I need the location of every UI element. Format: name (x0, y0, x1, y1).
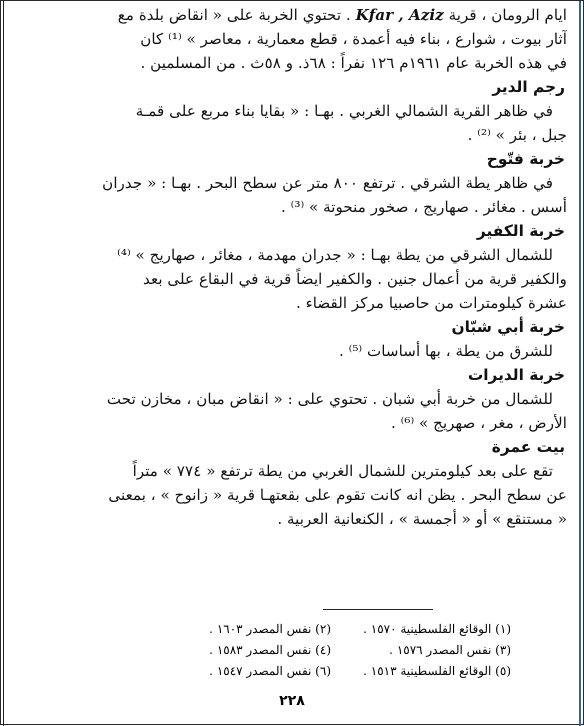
page-left-edge (3, 1, 4, 726)
body-line: عن سطح البحر . يظن انه كانت تقوم على بقعتهـا قرية « زانوح » ، بمعنى (108, 486, 567, 504)
body-line: الأرض ، مغر ، صهريج » ⁽⁶⁾ . (390, 414, 567, 432)
body-line: أسس . مغائر . صهاريج ، صخور منحوتة » ⁽³⁾ . (280, 198, 567, 216)
footnote: (٣) نفس المصدر ١٥٧٦ . (389, 643, 511, 657)
section-heading-rajm-al-dayr: رجم الدير (492, 78, 565, 96)
footnote: (٥) الوقائع الفلسطينية ١٥١٣ . (363, 664, 511, 678)
footnote-row (151, 661, 511, 682)
latin-place-name: Kfar , Aziz (355, 6, 444, 24)
body-line: والكفير قرية من أعمال جنين . والكفير ايضاً قرية في البقاع على بعد (143, 270, 567, 288)
footnote: (٢) نفس المصدر ١٦٠٣ . (209, 622, 331, 636)
footnote-divider (323, 609, 433, 610)
section-heading-khirbat-al-dayrat: خربة الديرات (467, 366, 565, 384)
page-body (15, 3, 567, 531)
body-line: « مستنقع » أو « أجمسة » ، الكنعانية العربية . (277, 510, 567, 528)
footnote: (٦) نفس المصدر ١٥٤٧ . (209, 664, 331, 678)
footnote: (١) الوقائع الفلسطينية ١٥٧٠ . (363, 622, 511, 636)
page-right-edge (579, 1, 581, 726)
body-line: في ظاهر يطة الشرقي . ترتفع ٨٠٠ متر عن سطح البحر . بهـا : « جدران (102, 174, 553, 192)
page-number: ٢٢٨ (279, 693, 305, 709)
body-line: للشمال من خربة أبي شبان . تحتوي على : « انقاض مبان ، مخازن تحت (106, 390, 553, 408)
body-line: جبل ، بئر » ⁽²⁾ . (467, 126, 567, 144)
section-heading-khirbat-fattuh: خربة فتّوح (486, 150, 565, 168)
body-line: في ظاهر القرية الشمالي الغربي . بهـا : « بقايا بناء مربع على قمـة (135, 102, 553, 120)
body-line (15, 3, 567, 27)
text-run: ايام الرومان ، قرية (443, 6, 567, 24)
text-run: . تحتوي الخربة على « انقاض بلدة مع (117, 6, 356, 24)
body-line: في هذه الخربة عام ١٩٦١م ١٢٦ نفراً : ٦٨ذ. و ٥٨ث . من المسلمين . (140, 54, 567, 72)
body-line: للشمال الشرقي من يطة بهـا : « جدران مهدمة ، مغائر ، صهاريج » ⁽⁴⁾ (117, 246, 553, 264)
footnote-row (151, 619, 511, 640)
footnote-row (151, 640, 511, 661)
footnotes (151, 619, 511, 682)
section-heading-khirbat-abi-shaban: خربة أبي شبّان (451, 318, 565, 336)
section-heading-khirbat-al-kufayr: خربة الكفير (476, 222, 565, 240)
body-line: عشرة كيلومترات من حاصبيا مركز القضاء . (295, 294, 567, 312)
body-line: آثار بيوت ، شوارع ، بناء فيه أعمدة ، قطع معمارية ، معاصر » ⁽¹⁾ كان (140, 30, 567, 48)
footnote: (٤) نفس المصدر ١٥٨٣ . (209, 643, 331, 657)
section-heading-bayt-amra: بيت عمرة (491, 438, 565, 456)
body-line: تقع على بعد كيلومترين للشمال الغربي من يطة ترتفع « ٧٧٤ » متراً (132, 462, 553, 480)
body-line: للشرق من يطة ، بها أساسات ⁽⁵⁾ . (338, 342, 553, 360)
